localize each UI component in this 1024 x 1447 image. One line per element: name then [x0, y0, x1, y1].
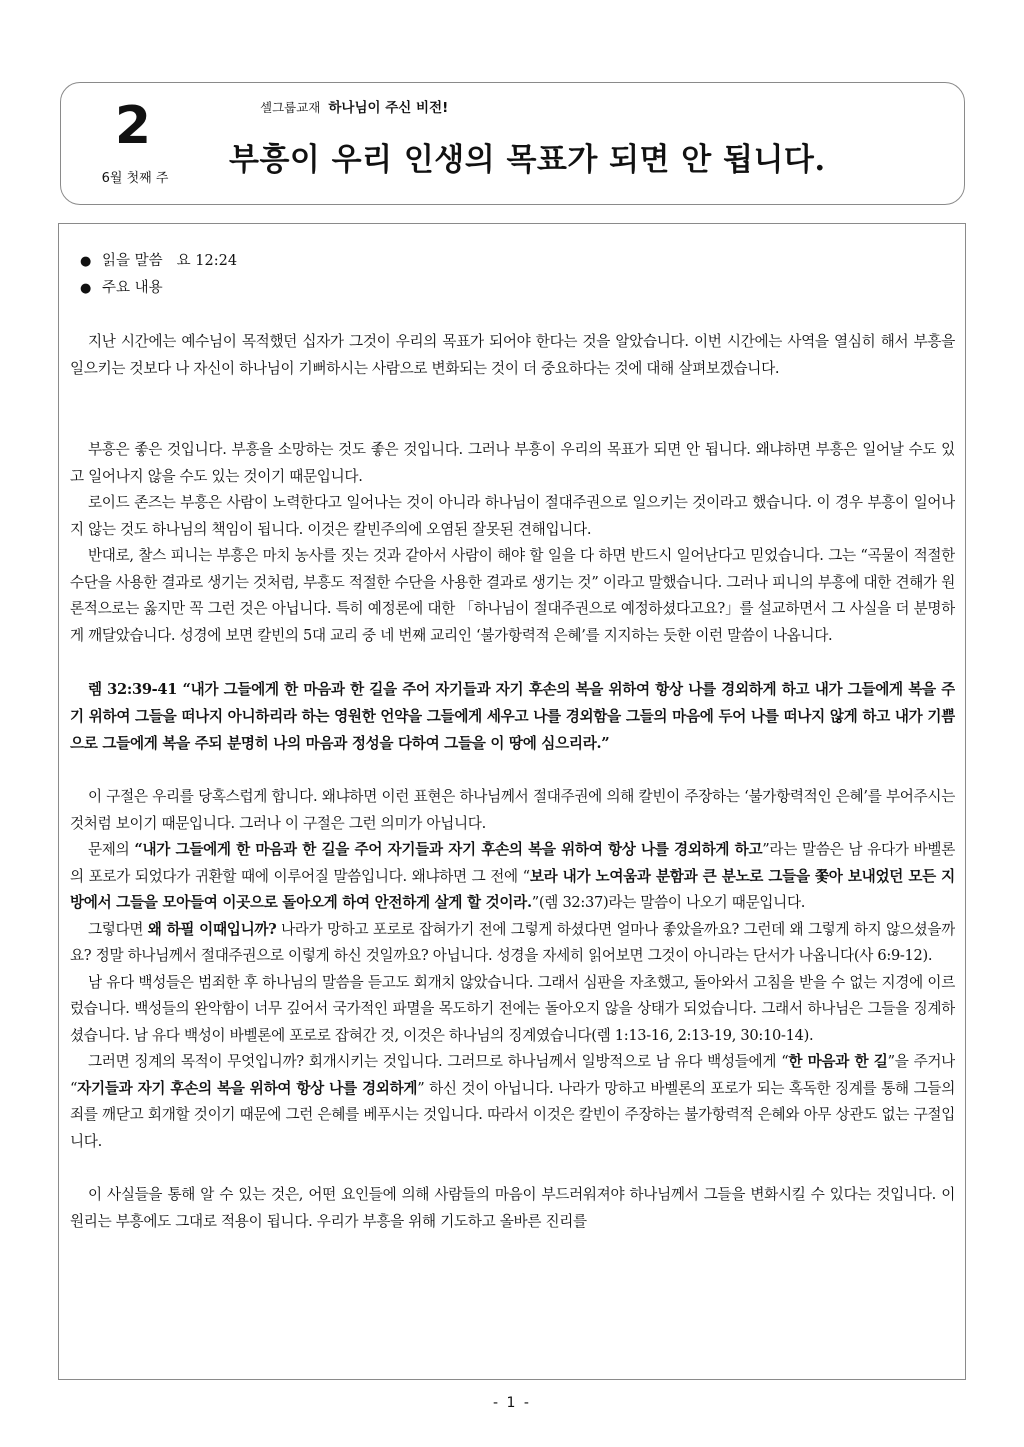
- page-title: 부흥이 우리 인생의 목표가 되면 안 됩니다.: [229, 142, 826, 178]
- paragraph-5: 문제의 “내가 그들에게 한 마음과 한 길을 주어 자기들과 자기 후손의 복을 위하여 항상 나를 경외하게 하고”라는 말씀은 남 유다가 바벨론의 포로가 되었다가 귀환할 때에 이루어질 말씀입니다. 왜냐하면 그 전에 “보라 내가 노여움과 분함과 큰 분노로 그들을 쫓아 보내었던 모든 지방에서 그들을 모아들여 이곳으로 돌아오게 하여 안전하게 살게 할 것이라.”(렘 32:37)라는 말씀이 나오기 때문입니다.: [70, 841, 955, 911]
- scripture-quote: 렘 32:39-41 “내가 그들에게 한 마음과 한 길을 주어 자기들과 자기 후손의 복을 위하여 항상 나를 경외하게 하고 내가 그들에게 복을 주기 위하여 그들을 떠나지 아니하리라 하는 영원한 언약을 그들에게 세우고 나를 경외함을 그들의 마음에 두어 나를 떠나지 않게 하고 내가 기쁨으로 그들에게 복을 주되 분명히 나의 마음과 정성을 다하여 그들을 이 땅에 심으리라.”: [70, 681, 955, 752]
- bullet-dot-icon: ●: [80, 281, 92, 296]
- reading-reference: 요 12:24: [176, 253, 238, 269]
- content-body: [70, 248, 955, 1378]
- paragraph-7: 남 유다 백성들은 범죄한 후 하나님의 말씀을 듣고도 회개치 않았습니다. 그래서 심판을 자초했고, 돌아와서 고침을 받을 수 없는 지경에 이르렀습니다. 백성들의 완악함이 너무 깊어서 국가적인 파멸을 목도하기 전에는 돌아오지 않을 상태가 되었습니다. 그래서 하나님은 그들을 징계하셨습니다. 남 유다 백성이 바벨론에 포로로 잡혀간 것, 이것은 하나님의 징계였습니다(렘 1:13-16, 2:13-19, 30:10-14).: [70, 973, 955, 1044]
- quote-bold: 자기들과 자기 후손의 복을 위하여 항상 나를 경외하게: [77, 1079, 418, 1097]
- series-prefix: 셀그룹교재: [260, 100, 321, 115]
- quote-bold: “내가 그들에게 한 마음과 한 길을 주어 자기들과 자기 후손의 복을 위하여 항상 나를 경외하게 하고: [134, 841, 763, 858]
- series-title: 하나님이 주신 비전!: [328, 100, 449, 116]
- reading-bullet: [80, 248, 955, 275]
- lesson-number: 2: [114, 96, 152, 156]
- paragraph-2: 로이드 존즈는 부흥은 사람이 노력한다고 일어나는 것이 아니라 하나님이 절대주권으로 일으키는 것이라고 했습니다. 이 경우 부흥이 일어나지 않는 것도 하나님의 책임이 됩니다. 이것은 칼빈주의에 오염된 잘못된 견해입니다.: [70, 494, 955, 538]
- quote-bold: 보라 내가 노여움과 분함과 큰 분노로 그들을 쫓아 보내었던 모든 지방에서 그들을 모아들여 이곳으로 돌아오게 하여 안전하게 살게 할 것이라.: [70, 867, 955, 911]
- page-number: - 1 -: [493, 1395, 531, 1411]
- paragraph-3: 반대로, 찰스 피니는 부흥은 마치 농사를 짓는 것과 같아서 사람이 해야 할 일을 다 하면 반드시 일어난다고 믿었습니다. 그는 “곡물이 적절한 수단을 사용한 결과로 생기는 것처럼, 부흥도 적절한 수단을 사용한 결과로 생기는 것” 이라고 말했습니다. 그러나 피니의 부흥에 대한 견해가 원론적으로는 옳지만 꼭 그런 것은 아닙니다. 특히 예정론에 대한 「하나님이 절대주권으로 예정하셨다고요?」를 설교하면서 그 사실을 더 분명하게 깨달았습니다. 성경에 보면 칼빈의 5대 교리 중 네 번째 교리인 ‘불가항력적 은혜’를 지지하는 듯한 이런 말씀이 나옵니다.: [70, 547, 955, 644]
- bullet-dot-icon: ●: [80, 254, 92, 269]
- intro-paragraph: 지난 시간에는 예수님이 목적했던 십자가 그것이 우리의 목표가 되어야 한다는 것을 알았습니다. 이번 시간에는 사역을 열심히 해서 부흥을 일으키는 것보다 나 자신이 하나님이 기뻐하시는 사람으로 변화되는 것이 더 중요하다는 것에 대해 살펴보겠습니다.: [70, 333, 955, 377]
- paragraph-8: 그러면 징계의 목적이 무엇입니까? 회개시키는 것입니다. 그러므로 하나님께서 일방적으로 남 유다 백성들에게 “한 마음과 한 길”을 주거나 “자기들과 자기 후손의 복을 위하여 항상 나를 경외하게” 하신 것이 아닙니다. 나라가 망하고 바벨론의 포로가 되는 혹독한 징계를 통해 그들의 죄를 깨닫고 회개할 것이기 때문에 그런 은혜를 베푸시는 것입니다. 따라서 이것은 칼빈이 주장하는 불가항력적 은혜와 아무 상관도 없는 구절입니다.: [70, 1053, 955, 1150]
- paragraph-4: 이 구절은 우리를 당혹스럽게 합니다. 왜냐하면 이런 표현은 하나님께서 절대주권에 의해 칼빈이 주장하는 ‘불가항력적인 은혜’를 부어주시는 것처럼 보이기 때문입니다. 그러나 이 구절은 그런 의미가 아닙니다.: [70, 788, 955, 832]
- main-label: 주요 내용: [102, 280, 163, 296]
- quote-bold: 한 마음과 한 길: [788, 1053, 888, 1070]
- series-line: [260, 99, 448, 117]
- question-bold: 왜 하필 이때입니까?: [147, 920, 277, 938]
- paragraph-9: 이 사실들을 통해 알 수 있는 것은, 어떤 요인들에 의해 사람들의 마음이 부드러워져야 하나님께서 그들을 변화시킬 수 있다는 것입니다. 이 원리는 부흥에도 그대로 적용이 됩니다. 우리가 부흥을 위해 기도하고 올바른 진리를: [70, 1186, 955, 1230]
- paragraph-6: 그렇다면 왜 하필 이때입니까? 나라가 망하고 포로로 잡혀가기 전에 그렇게 하셨다면 얼마나 좋았을까요? 그런데 왜 그렇게 하지 않으셨을까요? 정말 하나님께서 절대주권으로 이렇게 하신 것일까요? 아닙니다. 성경을 자세히 읽어보면 그것이 아니라는 단서가 나옵니다(사 6:9-12).: [70, 920, 955, 964]
- lesson-week: 6월 첫째 주: [101, 171, 169, 186]
- reading-label: 읽을 말씀: [102, 253, 163, 269]
- paragraph-1: 부흥은 좋은 것입니다. 부흥을 소망하는 것도 좋은 것입니다. 그러나 부흥이 우리의 목표가 되면 안 됩니다. 왜냐하면 부흥은 일어날 수도 있고 일어나지 않을 수도 있는 것이기 때문입니다.: [70, 441, 955, 485]
- main-bullet: [80, 275, 955, 302]
